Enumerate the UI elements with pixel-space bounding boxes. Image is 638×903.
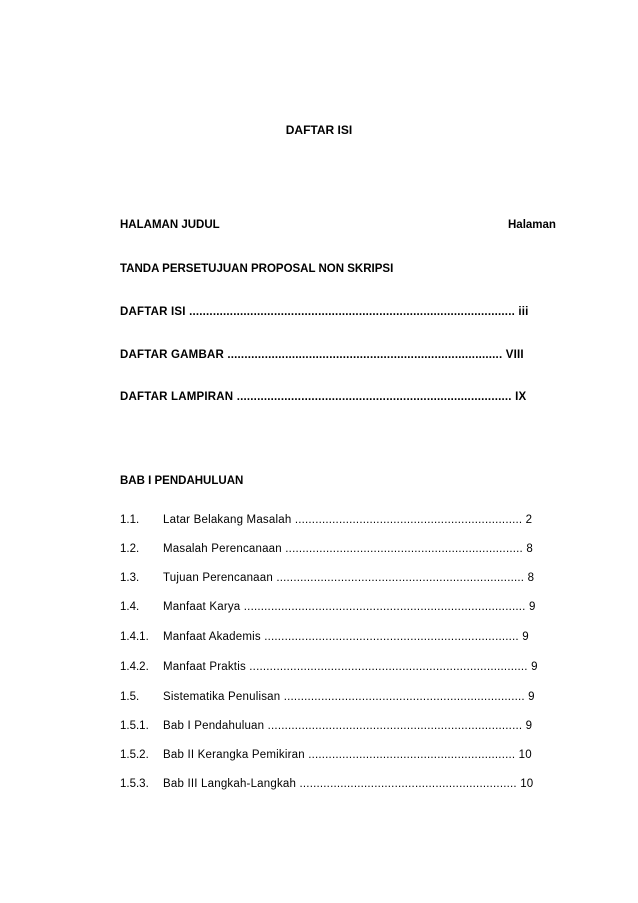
- toc-entry-text: Tujuan Perencanaan ......................................................................... 8: [163, 572, 535, 584]
- toc-entry: [120, 690, 535, 704]
- toc-entry-number: 1.4.1.: [120, 631, 149, 643]
- toc-entry-text: Bab II Kerangka Pemikiran ............................................................. 10: [163, 749, 532, 761]
- toc-entry-number: 1.4.: [120, 601, 140, 613]
- toc-entry-text: Latar Belakang Masalah ................................................................... 2: [163, 514, 533, 526]
- toc-entry-number: 1.5.: [120, 691, 140, 703]
- toc-entry-text: Bab I Pendahuluan ........................................................................... 9: [163, 720, 533, 732]
- toc-entry-number: 1.3.: [120, 572, 140, 584]
- toc-entry: [120, 748, 532, 762]
- toc-entry: [120, 513, 532, 527]
- chapter-title: BAB I PENDAHULUAN: [120, 475, 244, 487]
- toc-entry-number: 1.5.3.: [120, 778, 149, 790]
- toc-entry-daftar-lampiran: DAFTAR LAMPIRAN ................................................................................. IX: [120, 391, 527, 403]
- toc-entry: [120, 600, 536, 614]
- page-title: DAFTAR ISI: [285, 123, 353, 137]
- toc-entry-number: 1.2.: [120, 543, 140, 555]
- toc-entry-number: 1.5.1.: [120, 720, 149, 732]
- toc-entry: [120, 719, 532, 733]
- toc-entry: [120, 630, 529, 644]
- toc-entry-text: Sistematika Penulisan ....................................................................... 9: [163, 691, 535, 703]
- toc-entry-text: Manfaat Karya ................................................................................... 9: [163, 601, 536, 613]
- toc-entry-text: Masalah Perencanaan ...................................................................... 8: [163, 543, 533, 555]
- toc-entry: [120, 777, 533, 791]
- toc-entry-daftar-isi: DAFTAR ISI ................................................................................................ iii: [120, 306, 529, 318]
- toc-entry-text: Manfaat Praktis .................................................................................. 9: [163, 661, 538, 673]
- header-left: HALAMAN JUDUL: [120, 219, 220, 231]
- toc-entry: [120, 660, 538, 674]
- toc-entry-text: Bab III Langkah-Langkah ................................................................ 10: [163, 778, 534, 790]
- toc-entry-persetujuan: TANDA PERSETUJUAN PROPOSAL NON SKRIPSI: [120, 263, 394, 275]
- toc-entry-number: 1.5.2.: [120, 749, 149, 761]
- toc-entry-text: Manfaat Akademis ........................................................................... 9: [163, 631, 529, 643]
- toc-entry: [120, 571, 534, 585]
- toc-entry: [120, 542, 533, 556]
- toc-entry-number: 1.4.2.: [120, 661, 149, 673]
- toc-entry-number: 1.1.: [120, 514, 140, 526]
- toc-entry-daftar-gambar: DAFTAR GAMBAR ................................................................................. VIII: [120, 349, 524, 361]
- header-right: Halaman: [508, 219, 556, 231]
